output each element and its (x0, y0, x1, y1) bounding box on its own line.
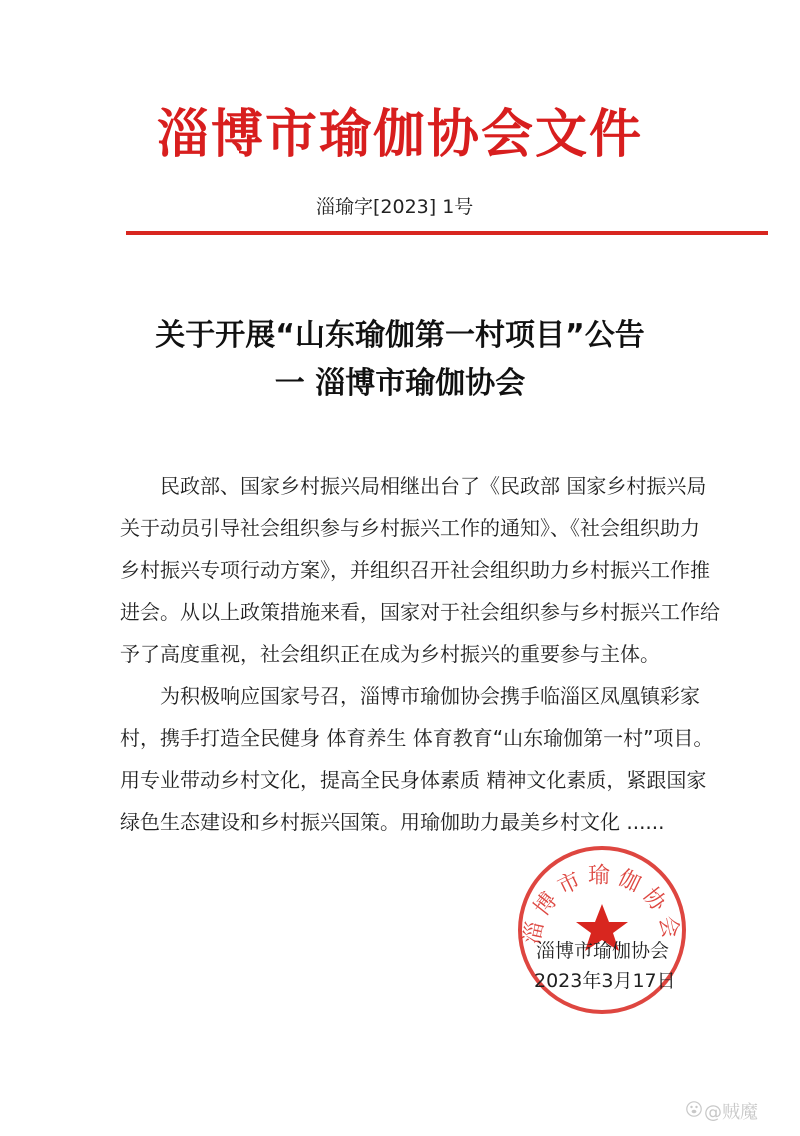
signature-date: 2023年3月17日 (534, 970, 676, 992)
document-number: 淄瑜字[2023] 1号 (316, 196, 474, 218)
watermark-text: @贼魔 (704, 1102, 758, 1123)
document-header-title: 淄博市瑜伽协会文件 (156, 104, 643, 165)
notice-title-line-2: 一 淄博市瑜伽协会 (274, 366, 526, 401)
paragraph-line: 乡村振兴专项行动方案》，并组织召开社会组织助力乡村振兴工作推 (120, 558, 710, 582)
paragraph-line: 村，携手打造全民健身 体育养生 体育教育“山东瑜伽第一村”项目。 (120, 726, 714, 750)
notice-title-line-1: 关于开展“山东瑜伽第一村项目”公告 (155, 318, 645, 353)
paw-icon (686, 1101, 702, 1117)
red-divider-line (126, 231, 768, 235)
signature-organization: 淄博市瑜伽协会 (536, 940, 670, 962)
paragraph-line: 用专业带动乡村文化，提高全民身体素质 精神文化素质，紧跟国家 (120, 768, 707, 792)
paragraph-line: 进会。从以上政策措施来看，国家对于社会组织参与乡村振兴工作给 (120, 600, 720, 624)
paragraph-line: 民政部、国家乡村振兴局相继出台了《民政部 国家乡村振兴局 (160, 474, 707, 498)
paragraph-line: 为积极响应国家号召，淄博市瑜伽协会携手临淄区凤凰镇彩家 (160, 684, 700, 708)
paragraph-line: 关于动员引导社会组织参与乡村振兴工作的通知》、《社会组织助力 (120, 516, 700, 540)
paragraph-line: 予了高度重视，社会组织正在成为乡村振兴的重要参与主体。 (120, 642, 660, 666)
paragraph-line: 绿色生态建设和乡村振兴国策。用瑜伽助力最美乡村文化 ...... (120, 810, 665, 834)
seal-text: 淄博市瑜伽协会 (519, 863, 685, 947)
